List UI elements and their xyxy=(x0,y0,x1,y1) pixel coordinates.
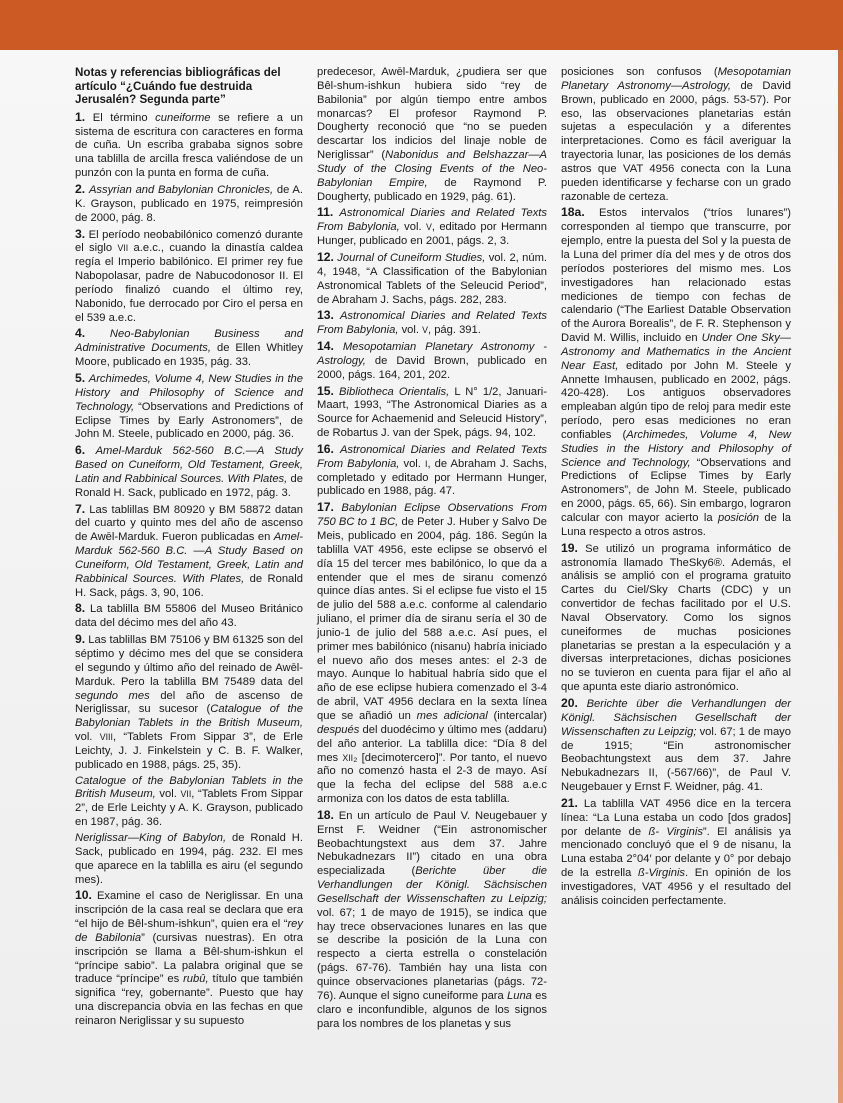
footnote-text: ”. El análisis ya mencionado concluyó que el 9 de nisanu, la Luna estaba 2°04′ por delante y 0° por debajo de la estrella xyxy=(561,825,791,880)
footnote-text: VIII xyxy=(99,732,113,743)
footnote-number: 15. xyxy=(317,383,334,398)
footnote-text: , pág. 391. xyxy=(427,324,481,337)
footnote xyxy=(317,251,547,307)
footnote-text: “Observations and Predictions of Eclipse Times by Early Astronomers”, de John M. Steele, publicado en 2000, pág. 36. xyxy=(75,400,303,441)
footnote-text: vol. 2, núm. 4, 1948, “A Classification of the Babylonian Astronomical Tablets of the Seleucid Period”, de Abraham J. Sachs, págs. 282, 283. xyxy=(317,251,548,306)
footnote-text: segundo mes xyxy=(75,689,150,702)
footnote-text: después xyxy=(317,723,360,736)
footnote-text: La tablilla BM 55806 del Museo Británico data del décimo mes del año 43. xyxy=(75,603,303,630)
footnote-text: Mesopotamian Planetary Astronomy -Astrology, xyxy=(317,341,547,367)
footnote-text: vol. xyxy=(75,731,100,744)
footnote-text: Estos intervalos (“tríos lunares”) corresponden al tiempo que transcurre, por ejemplo, entre la puesta del Sol y la puesta de la Luna del primer día del mes y de otros dos períodos posteriores del mismo mes. Los investigadores han relacionado estas mediciones de tiempo con fechas de calendario (“The Earliest Datable Observation of the Aurora Borealis”, de F. R. Stephenson y David M. Willis, incluido en xyxy=(561,207,791,345)
footnote-text: VII xyxy=(117,243,129,254)
footnote xyxy=(75,503,303,601)
footnote-number: 9. xyxy=(75,632,86,647)
footnote-text: ₂ [decimotercero]”. Por tanto, el nuevo año no comenzó hasta el 2-3 de mayo. Así que la fecha del eclipse del 588 a.e.c armoniza con los datos de esta tablilla. xyxy=(317,751,547,806)
footnote-text: editado por John M. Steele y Annette Imhausen, publicado en 2002, págs. 420-428). Los antiguos observadores empleaban algún tipo de reloj para medir este período, pero esas mediciones no eran confiables ( xyxy=(561,359,791,441)
footnote-text: L N° 1/2, Januari-Maart, 1993, “The Astronomical Diaries as a Source for Achaemenid and Seleucid History”, de Robartus J. van der Spek, págs. 94, 102. xyxy=(317,385,548,440)
footnote-text: cuneiforme xyxy=(155,111,211,124)
footnote-text: de Ronald H. Sack, publicado en 1994, pág. 232. El mes que aparece en la tablilla es airu (el segundo mes). xyxy=(75,831,303,886)
footnote xyxy=(317,501,547,807)
footnote xyxy=(75,111,303,181)
footnote-text: del duodécimo y último mes (addaru) del año anterior. La tablilla dice: “Día 8 del mes xyxy=(317,723,547,764)
footnote-text: Berichte über die Verhandlungen der Königl. Sächsischen Gesellschaft der Wissenschaften zu Leipzig; xyxy=(561,697,791,738)
footnote-text: Journal of Cuneiform Studies, xyxy=(337,251,486,264)
footnote-text: Bibliotheca Orientalis, xyxy=(339,385,450,398)
footnote xyxy=(561,797,791,909)
footnote xyxy=(561,697,791,795)
footnote-text: predecesor, Awēl-Marduk, ¿pudiera ser que Bêl-shum-ishkun hubiera sido “rey de Babilonia” por algún tiempo entre ambos monarcas? El profesor Raymond P. Dougherty reconoció que “no se pueden descartar los indicios del linaje noble de Neriglissar” ( xyxy=(317,66,547,162)
footnote-text: es claro e inconfundible, algunos de los signos para los nombres de los planetas y sus xyxy=(317,989,547,1030)
footnote-text: a.e.c., cuando la dinastía caldea regía el Imperio babilónico. El primer rey fue Nabopolasar, padre de Nabucodonosor II. El período finalizó cuando el último rey, Nabonido, fue derrocado por Ciro el persa en el 539 a.e.c. xyxy=(75,242,304,324)
column-2 xyxy=(317,66,547,1033)
footnote-text: Neo-Babylonian Business and Administrative Documents, xyxy=(75,328,303,355)
footnote-text: . En opinión de los investigadores, VAT 4956 y el resultado del análisis coinciden perfectamente. xyxy=(561,867,791,907)
footnote-text: Examine el caso de Neriglissar. En una inscripción de la casa real se declara que era “el hijo de Bêl-shum-ishkun”, quien era el “ xyxy=(75,890,303,931)
footnote-text: del año de ascenso de Neriglissar, su sucesor ( xyxy=(75,689,304,716)
footnote-text: vol. xyxy=(399,221,426,234)
footnote-text: vol. 67; 1 de mayo de 1915), se indica que hay trece observaciones lunares en las que se describe la posición de la Luna con respecto a cierta estrella o constelación (págs. 67-76). También hay una lista con quince observaciones planetarias (págs. 72-76). Aunque el signo cuneiforme para xyxy=(317,906,547,1002)
footnote-text: rey de Babilonia xyxy=(75,918,303,944)
footnote-text: Mesopotamian Planetary Astronomy—Astrology, xyxy=(561,66,791,92)
footnote-text xyxy=(85,328,110,340)
footnote-number: 20. xyxy=(561,695,578,710)
footnote xyxy=(75,832,303,887)
footnote xyxy=(75,228,303,326)
footnote xyxy=(75,602,303,631)
footnote-text: La tablilla VAT 4956 dice en la tercera línea: “La Luna estaba un codo [dos grados] por delante de xyxy=(561,797,791,838)
footnote xyxy=(317,206,547,249)
footnote-text: vol. xyxy=(155,788,181,801)
footnote-text: posiciones son confusos ( xyxy=(561,66,718,78)
footnote-text: El período neobabilónico comenzó durante el siglo xyxy=(75,228,303,255)
footnote-text: Astronomical Diaries and Related Texts From Babylonia, xyxy=(317,207,547,234)
footnote-text: Babylonian Eclipse Observations From 750 BC to 1 BC, xyxy=(317,502,547,529)
footnote-text: Las tablillas BM 75106 y BM 61325 son del séptimo y décimo mes del que se considera el segundo y último año del reinado de Awēl-Marduk. Pero la tablilla BM 75489 data del xyxy=(75,634,303,688)
footnote-text: Luna xyxy=(507,989,532,1002)
top-header-bar xyxy=(0,0,843,50)
footnote xyxy=(317,309,547,338)
footnote-number: 12. xyxy=(317,249,334,264)
footnote-text: V xyxy=(422,325,428,336)
footnote xyxy=(75,183,303,226)
footnote xyxy=(75,372,303,442)
footnote-number: 7. xyxy=(75,501,86,516)
footnote-text: Catalogue of the Babylonian Tablets in the British Museum, xyxy=(75,703,303,730)
footnote-text: V xyxy=(425,222,432,233)
footnote-text: de la Luna respecto a otros astros. xyxy=(561,512,791,538)
footnote-text: Catalogue of the Babylonian Tablets in the British Museum, xyxy=(75,774,303,801)
footnote-text: Assyrian and Babylonian Chronicles, xyxy=(88,184,274,196)
footnote-text: rubû, xyxy=(183,973,209,986)
footnote-number: 13. xyxy=(317,308,334,323)
footnote-text: ” (cursivas nuestras). En otra inscripción se llama a Bêl-shum-ishkun el “príncipe sabio”. La palabra original que se traduce “príncipe” es xyxy=(75,931,303,986)
footnote-text: (intercalar) xyxy=(487,709,547,722)
footnote-number: 3. xyxy=(75,226,86,241)
footnote-number: 19. xyxy=(561,540,578,555)
footnote xyxy=(317,340,547,383)
footnote-text: Amel-Marduk 562-560 B.C. —A Study Based on Cuneiform, Old Testament, Greek, Latin and Rabbinical Sources. With Plates, xyxy=(75,531,303,585)
footnote xyxy=(317,66,547,204)
footnote-number: 8. xyxy=(75,601,86,616)
section-heading: Notas y referencias bibliográficas del artículo “¿Cuándo fue destruida Jerusalén? Segunda parte” xyxy=(75,66,281,107)
footnote-text: , “Tablets From Sippar 3”, de Erle Leichty, J. J. Finkelstein y C. B. F. Walker, publicado en 1988, págs. 25, 35). xyxy=(75,731,303,771)
footnote-number: 21. xyxy=(561,795,578,810)
footnote-text: I xyxy=(424,458,428,469)
footnote-text: vol. 67; 1 de mayo de 1915; “Ein astronomischer Beobachtungstext aus dem 37. Jahre Nebukadnezars II, (-567/66)”, de Paul V. Neugebauer y Ernst F. Weidner, pág. 41. xyxy=(561,725,791,794)
footnote-number: 10. xyxy=(75,888,92,903)
footnote-text: Neriglissar—King of Babylon, xyxy=(75,831,227,844)
column-3 xyxy=(561,66,791,911)
footnote-text xyxy=(334,341,343,353)
footnote-text: Under One Sky—Astronomy and Mathematics in the Ancient Near East, xyxy=(561,332,791,372)
footnote-text: , de Abraham J. Sachs, completado y editado por Hermann Hunger, publicado en 1988, pág. 47. xyxy=(317,457,547,498)
footnote-text: Archimedes, Volume 4, New Studies in the History and Philosophy of Science and Technology, xyxy=(75,372,304,413)
footnote-number: 5. xyxy=(75,370,86,385)
footnote-number: 2. xyxy=(75,182,86,196)
footnote-text: título que también significa “rey, gobernante”. Puesto que hay una discrepancia obvia en las fechas en que reinaron Neriglissar y su supuesto xyxy=(75,973,303,1027)
footnote-text: de David Brown, publicado en 2000, págs. 164, 201, 202. xyxy=(317,354,547,381)
footnote-number: 16. xyxy=(317,441,334,456)
footnote-text: XII xyxy=(342,752,354,763)
footnote-text: posición xyxy=(717,512,760,524)
footnote-text: Astronomical Diaries and Related Texts From Babylonia, xyxy=(317,443,548,470)
footnote xyxy=(75,889,303,1028)
footnote-text: Las tablillas BM 80920 y BM 58872 datan del cuarto y quinto mes del año de ascenso de Awēl-Marduk. Fueron publicadas en xyxy=(75,503,303,544)
footnote-text: VII xyxy=(180,789,192,800)
footnote-text: de Ronald H. Sack, publicado en 1972, pág. 3. xyxy=(75,472,303,499)
footnote-text: En un artículo de Paul V. Neugebauer y Ernst F. Weidner (“Ein astronomischer Beobachtungstext aus dem 37. Jahre Nebukadnezars II”) citado en una obra especializada ( xyxy=(317,809,547,878)
footnote-text: mes adicional xyxy=(416,709,488,722)
footnote-text: de Peter J. Huber y Salvo De Meis, publicado en 2004, pág. 186. Según la tablilla VAT 4956, este eclipse se observó el día 15 del tercer mes babilónico, lo que da a entender que el mes de siranu comenzó quince días antes. Si el eclipse fue visto el 15 de julio del 588 a.e.c. conforme al calendario juliano, el primer día de siranu sería el 30 de junio-1 de julio del 588 a.e.c. Así pues, el primer mes babilónico (nisanu) habría iniciado el nuevo año dos meses antes: el 2-3 de mayo. Aunque lo habitual habría sido que el año de ese eclipse hubiera comenzado el 3-4 de abril, VAT 4956 declara en la sexta línea que se añadió un xyxy=(317,516,547,722)
footnote-text: Astronomical Diaries and Related Texts From Babylonia, xyxy=(317,310,548,337)
footnote-text xyxy=(578,698,587,710)
footnote-text: Nabonidus and Belshazzar—A Study of the Closing Events of the Neo-Babylonian Empire, xyxy=(317,149,547,189)
footnote-text: Berichte über die Verhandlungen der Königl. Sächsischen Gesellschaft der Wissenschaften zu Leipzig; xyxy=(317,865,547,905)
footnote-number: 11. xyxy=(317,205,334,220)
footnote-text: de Ronald H. Sack, págs. 3, 90, 106. xyxy=(75,572,303,599)
footnote-text: “Observations and Predictions of Eclipse Times by Early Astronomers”, de John M. Steele, publicado en 2000, págs. 65, 66). Sin embargo, lograron calcular con mayor acierto la xyxy=(561,456,791,524)
footnote-text: ß- Virginis xyxy=(648,825,703,838)
footnote-text: , editado por Hermann Hunger, publicado en 2001, págs. 2, 3. xyxy=(317,221,547,248)
footnote-text: Amel-Marduk 562-560 B.C.—A Study Based on Cuneiform, Old Testament, Greek, Latin and Rabbinical Sources. With Plates, xyxy=(75,445,303,485)
column-1 xyxy=(75,66,303,1031)
footnote-text: de Raymond P. Dougherty, publicado en 1929, pág. 61). xyxy=(317,176,547,203)
footnote-text xyxy=(85,445,95,457)
footnote-number: 18a. xyxy=(561,205,585,220)
footnote-text: se refiere a un sistema de escritura con caracteres en forma de cuña. Un escriba grababa signos sobre una tablilla de arcilla fresca valiéndose de un punzón con la punta en forma de cuña. xyxy=(75,111,303,180)
footnote-number: 17. xyxy=(317,500,334,515)
footnote xyxy=(75,327,303,370)
footnote-number: 4. xyxy=(75,326,86,341)
footnote xyxy=(561,542,791,695)
footnote-text: El término xyxy=(85,111,156,124)
footnote xyxy=(317,385,547,441)
footnote xyxy=(75,633,303,772)
footnote xyxy=(561,206,791,539)
footnote xyxy=(561,66,791,204)
footnote-text: de A. K. Grayson, publicado en 1975, reimpresión de 2000, pág. 8. xyxy=(75,184,303,224)
footnote-number: 14. xyxy=(317,339,334,354)
footnote-number: 6. xyxy=(75,443,86,458)
footnote-text: de Ellen Whitley Moore, publicado en 1935, pág. 33. xyxy=(75,342,303,369)
footnote xyxy=(75,775,303,830)
footnote xyxy=(317,809,547,1032)
footnote-text: , “Tablets From Sippar 2”, de Erle Leichty y A. K. Grayson, publicado en 1987, pág. 36. xyxy=(75,788,303,829)
footnote xyxy=(75,444,303,500)
footnote-text: Se utilizó un programa informático de astronomía llamado TheSky6®. Además, el análisis se amplió con el programa gratuito Cartes du Ciel/Sky Charts (CDC) y un convertidor de fechas facilitado por el U.S. Naval Observatory. Como los signos cuneiformes de muchas posiciones planetarias se prestan a la especulación y a diversas interpretaciones, dichas posiciones no se tuvieron en cuenta para fijar el año al que apunta este diario astronómico. xyxy=(561,542,791,694)
footnote-number: 1. xyxy=(75,109,86,124)
footnote xyxy=(317,443,547,499)
right-edge-band xyxy=(838,50,843,1103)
footnote-text: de David Brown, publicado en 2000, págs. 53-57). Por eso, las observaciones planetarias están sujetas a especulación y a diferentes interpretaciones. Como es fácil averiguar la trayectoria lunar, las posiciones de los demás astros que VAT 4956 conecta con la Luna pueden identificarse y fecharse con un grado razonable de certeza. xyxy=(561,79,792,203)
footnote-text: ß-Virginis xyxy=(637,867,686,880)
footnote-number: 18. xyxy=(317,807,334,822)
footnote-text: vol. xyxy=(399,457,425,470)
footnote-text: Archimedes, Volume 4, New Studies in the History and Philosophy of Science and Technology, xyxy=(561,428,791,469)
footnote-text: vol. xyxy=(398,324,423,337)
